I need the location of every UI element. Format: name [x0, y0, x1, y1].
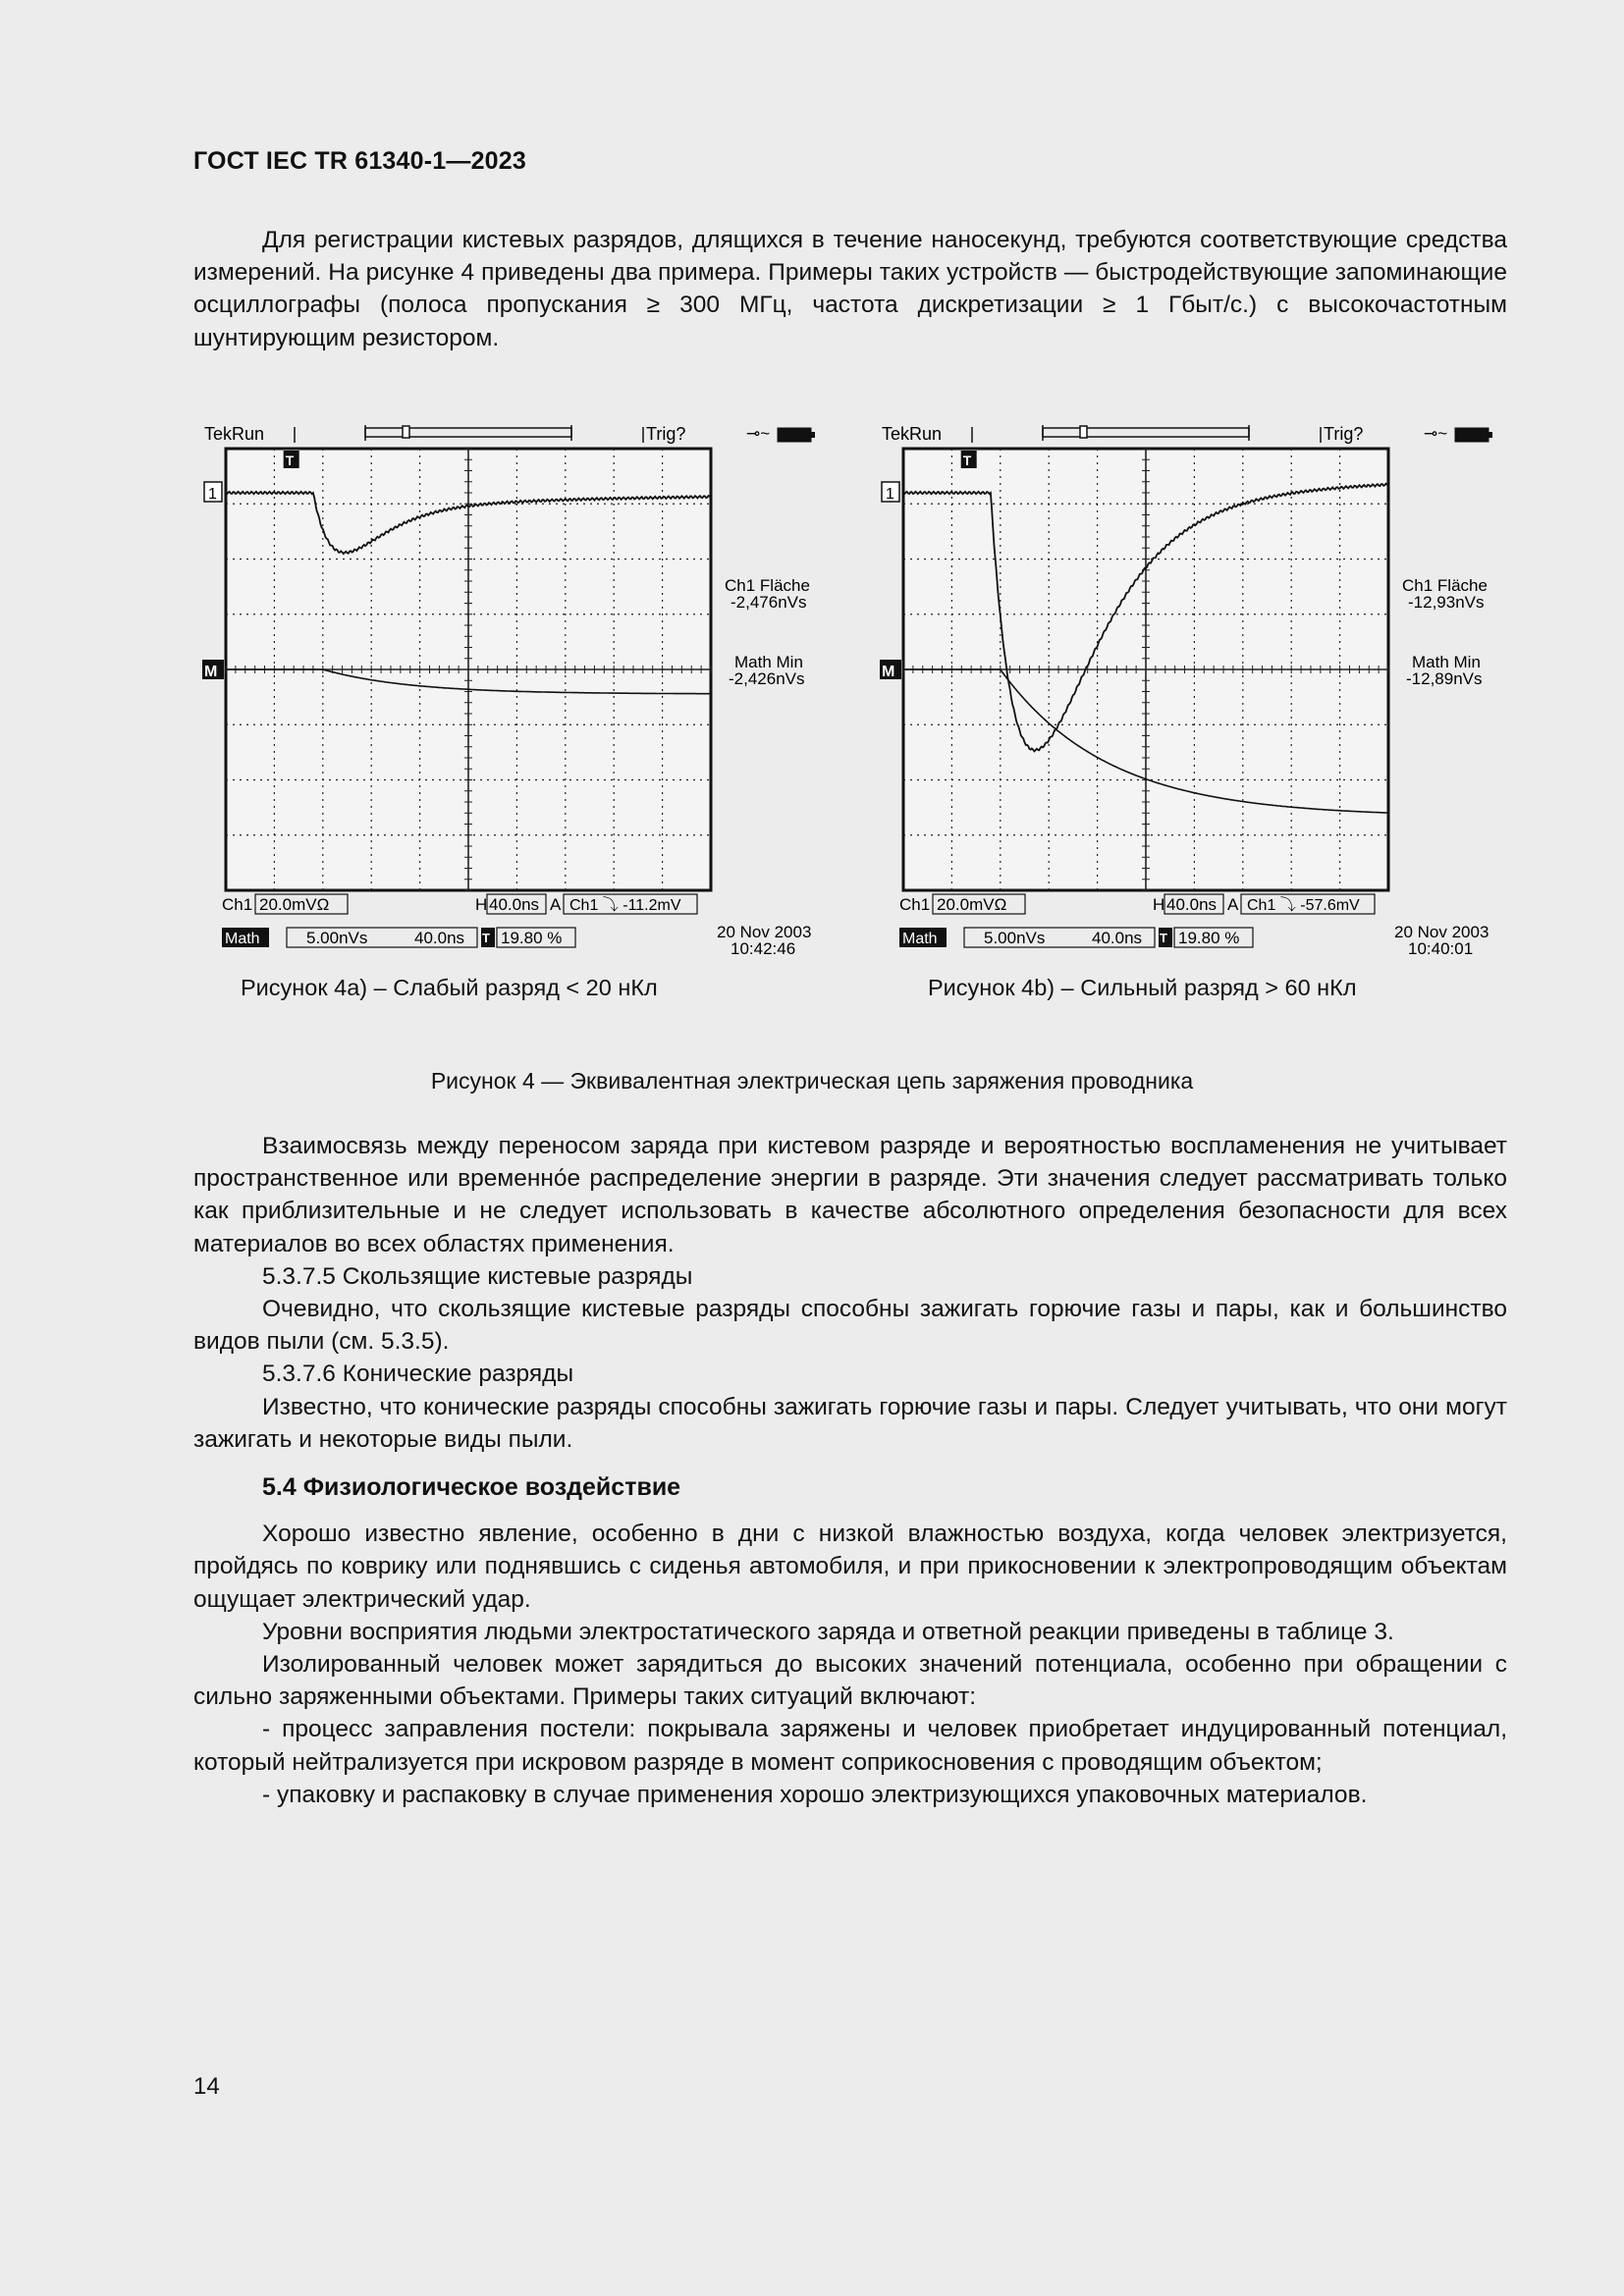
math-scale: 5.00nVs — [984, 929, 1046, 947]
list-item-1: - процесс заправления постели: покрывала заряжены и человек приобретает индуцированный потенциал, который нейтрализуется при искровом разряде в момент соприкосновения с проводящим объектом; — [193, 1716, 1507, 1776]
record-position-marker — [1080, 426, 1087, 438]
math-time: 40.0ns — [414, 929, 465, 947]
oscilloscope-4b — [874, 417, 1512, 967]
record-position-marker — [403, 426, 409, 438]
ch1-label: Ch1 — [222, 895, 253, 914]
trig-setting: Ch1 ⤵ -57.6mV — [1247, 897, 1360, 914]
ch1-marker: 1 — [886, 486, 894, 503]
date: 20 Nov 2003 — [717, 923, 812, 941]
h-label: H — [475, 895, 488, 914]
h-scale: 40.0ns — [1166, 895, 1218, 914]
record-window — [1043, 428, 1249, 437]
section-5-4-para-1: Хорошо известно явление, особенно в дни с низкой влажностью воздуха, когда человек электризуется, пройдясь по коврику или поднявшись с сиденья автомобиля, и при прикосновении к электропроводящим объектам ощущает электрический удар. — [193, 1521, 1507, 1613]
plug-icon: ⊸~ — [746, 424, 771, 443]
intro-paragraph: Для регистрации кистевых разрядов, длящихся в течение наносекунд, требуются соответствующие средства измерений. На рисунке 4 приведены два примера. Примеры таких устройств — быстродействующие запоминающие осциллографы (полоса пропускания ≥ 300 МГц, частота дискретизации ≥ 1 Гбыт/с.) с высокочастотным шунтирующим резистором. — [193, 227, 1507, 351]
body-text — [193, 1130, 1507, 1811]
section-5-3-7-6-title: 5.3.7.6 Конические разряды — [262, 1361, 574, 1388]
math-label: Math — [902, 931, 938, 947]
page-number: 14 — [193, 2073, 220, 2100]
math-scale: 5.00nVs — [306, 929, 368, 947]
record-window — [365, 428, 571, 437]
trig-pos: 19.80 % — [1178, 929, 1240, 947]
trigger-marker: T — [962, 453, 972, 468]
ch1-marker: 1 — [208, 486, 217, 503]
oscilloscope-4a — [196, 417, 835, 967]
intro-block — [193, 224, 1507, 354]
h-scale: 40.0ns — [489, 895, 540, 914]
paragraph-relationship: Взаимосвязь между переносом заряда при кистевом разряде и вероятностью воспламенения не учитывает пространственное или временно́е распределение энергии в разряде. Эти значения следует рассматривать только как приблизительные и не следует использовать в качестве абсолютного определения безопасности для всех материалов во всех областях применения. — [193, 1133, 1507, 1257]
trig-status: Trig? — [1324, 424, 1364, 444]
section-5-3-7-6-text: Известно, что конические разряды способны зажигать горючие газы и пары. Следует учитывать, что они могут зажигать и некоторые виды пыли. — [193, 1393, 1507, 1453]
battery-tip-icon — [1489, 432, 1492, 438]
ch1-label: Ch1 — [899, 895, 931, 914]
time: 10:42:46 — [731, 939, 796, 958]
trig-pos-marker: T — [482, 931, 490, 945]
battery-icon — [778, 428, 811, 442]
scope-4a-svg — [196, 417, 835, 967]
meas1-value: -2,476nVs — [731, 593, 807, 612]
trig-setting: Ch1 ⤵ -11.2mV — [569, 897, 681, 914]
math-marker: M — [204, 664, 218, 680]
document-header: ГОСТ IEC TR 61340-1—2023 — [193, 147, 526, 175]
a-label: A — [1227, 895, 1239, 914]
ch1-scale: 20.0mVΩ — [259, 895, 330, 914]
section-5-4-para-3: Изолированный человек может зарядиться до высоких значений потенциала, особенно при обращении с сильно заряженными объектами. Примеры таких ситуаций включают: — [193, 1651, 1507, 1711]
list-item-2: - упаковку и распаковку в случае применения хорошо электризующихся упаковочных материалов. — [262, 1781, 1368, 1808]
caption-4a: Рисунок 4a) – Слабый разряд < 20 нКл — [241, 975, 658, 1000]
meas2-label: Math Min — [734, 653, 803, 671]
meas2-value: -12,89nVs — [1406, 669, 1483, 688]
date: 20 Nov 2003 — [1394, 923, 1489, 941]
meas1-value: -12,93nVs — [1408, 593, 1485, 612]
scope-status: TekRun — [882, 424, 943, 444]
caption-4b: Рисунок 4b) – Сильный разряд > 60 нКл — [928, 975, 1357, 1000]
meas2-label: Math Min — [1412, 653, 1481, 671]
a-label: A — [550, 895, 562, 914]
battery-icon — [1455, 428, 1489, 442]
math-label: Math — [225, 931, 260, 947]
trig-pos-marker: T — [1160, 931, 1167, 945]
battery-tip-icon — [811, 432, 815, 438]
scope-4b-svg — [874, 417, 1512, 967]
section-5-3-7-5-title: 5.3.7.5 Скользящие кистевые разряды — [262, 1262, 693, 1290]
meas1-label: Ch1 Fläche — [725, 576, 810, 595]
figure-caption: Рисунок 4 — Эквивалентная электрическая цепь заряжения проводника — [430, 1068, 1194, 1094]
scope-status: TekRun — [204, 424, 265, 444]
math-time: 40.0ns — [1092, 929, 1143, 947]
ch1-scale: 20.0mVΩ — [937, 895, 1007, 914]
plug-icon: ⊸~ — [1424, 424, 1448, 443]
trig-status: Trig? — [646, 424, 686, 444]
time: 10:40:01 — [1408, 939, 1474, 958]
section-5-4-para-2: Уровни восприятия людьми электростатического заряда и ответной реакции приведены в таблице 3. — [262, 1618, 1394, 1645]
trigger-marker: T — [285, 453, 295, 468]
section-5-3-7-5-text: Очевидно, что скользящие кистевые разряды способны зажигать горючие газы и пары, как и большинство видов пыли (см. 5.3.5). — [193, 1296, 1507, 1356]
meas1-label: Ch1 Fläche — [1402, 576, 1488, 595]
h-label: H — [1153, 895, 1165, 914]
meas2-value: -2,426nVs — [729, 669, 805, 688]
section-5-4-title: 5.4 Физиологическое воздействие — [262, 1473, 681, 1502]
trig-pos: 19.80 % — [501, 929, 563, 947]
math-marker: M — [882, 664, 895, 680]
